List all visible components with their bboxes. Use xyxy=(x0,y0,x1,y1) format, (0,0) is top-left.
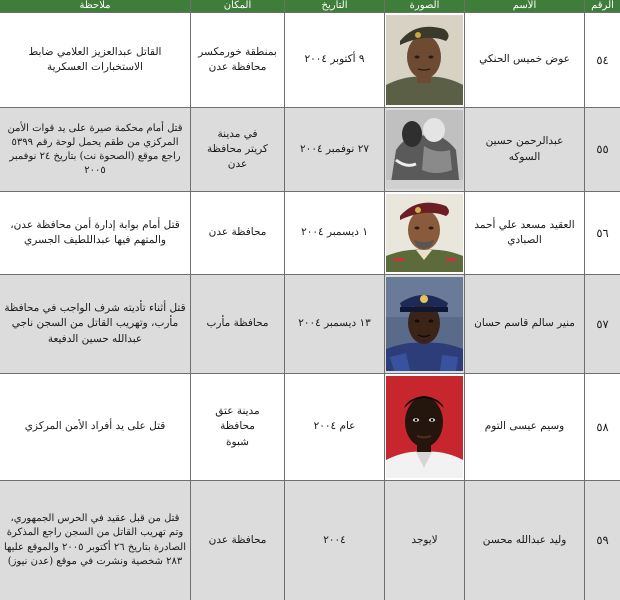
date-cell: ١٣ ديسمبر ٢٠٠٤ xyxy=(298,317,371,330)
name-cell: وليد عبدالله محسن xyxy=(482,533,567,546)
name-cell: العقيد مسعد علي أحمد الصبادي xyxy=(474,218,575,246)
header-place: المكان xyxy=(191,0,284,12)
name-cell: عبدالرحمن حسين السوكه xyxy=(485,135,564,163)
note-cell: قتل على يد أفراد الأمن المركزي xyxy=(24,420,166,433)
photo-young-man-red-bg xyxy=(386,376,463,478)
header-date: التاريخ xyxy=(285,0,384,12)
grid-line xyxy=(0,107,620,108)
place-cell: بمنطقة خورمكسر محافظة عدن xyxy=(198,45,277,73)
table-row xyxy=(0,374,620,480)
date-cell: عام ٢٠٠٤ xyxy=(313,420,356,433)
note-cell: قتل أمام بوابة إدارة أمن محافظة عدن، والمتهم فيها عبداللطيف الجسري xyxy=(10,218,180,246)
place-cell: مدينة عتق محافظة شبوة xyxy=(215,405,260,448)
num-cell: ٥٤ xyxy=(596,52,609,67)
header-photo: الصورة xyxy=(385,0,464,12)
no-photo-text: لايوجد xyxy=(411,533,438,546)
header-num: الرقم xyxy=(585,0,620,12)
place-cell: في مدينة كريتر محافظة عدن xyxy=(207,127,268,171)
grid-line xyxy=(190,0,191,600)
num-cell: ٥٦ xyxy=(596,225,609,240)
date-cell: ١ ديسمبر ٢٠٠٤ xyxy=(301,226,368,239)
table-row xyxy=(0,481,620,600)
table-row xyxy=(0,192,620,274)
photo-man-police-cap xyxy=(386,277,463,371)
place-cell: محافظة عدن xyxy=(208,226,267,239)
table-row xyxy=(0,13,620,107)
grid-line xyxy=(584,0,585,600)
num-cell: ٥٩ xyxy=(596,533,609,548)
note-cell: قتل من قبل عقيد في الحرس الجمهوري، وتم تهريب القاتل من السجن راجع المذكرة الصادرة بتاريخ ٢٦ أكتوبر ٢٠٠٥ والموقع عليها ٢٨٣ شخصية ونشرت في موقع (عدن نيوز) xyxy=(4,512,186,567)
grid-line xyxy=(0,373,620,374)
note-cell: قتل أمام محكمة صيرة على يد قوات الأمن المركزي من طقم يحمل لوحة رقم ٥٣٩٩ راجع موقع (الصحوة نت) بتاريخ ٢٤ نوفمبر ٢٠٠٥ xyxy=(7,122,183,176)
photo-man-army-beret xyxy=(386,15,463,105)
note-cell: القاتل عبدالعزيز العلامي ضابط الاستخبارات العسكرية xyxy=(28,45,162,73)
place-cell: محافظة عدن xyxy=(208,533,267,546)
grid-line xyxy=(0,12,620,13)
table-row xyxy=(0,108,620,191)
grid-line xyxy=(0,480,620,481)
grid-line xyxy=(0,191,620,192)
table-row xyxy=(0,275,620,373)
num-cell: ٥٧ xyxy=(596,316,609,331)
num-cell: ٥٨ xyxy=(596,419,609,434)
date-cell: ٩ أكتوبر ٢٠٠٤ xyxy=(304,53,365,66)
grid-line xyxy=(464,0,465,600)
num-cell: ٥٥ xyxy=(596,142,609,157)
grid-line xyxy=(284,0,285,600)
header-name: الأسم xyxy=(465,0,584,12)
grid-line xyxy=(384,0,385,600)
place-cell: محافظة مأرب xyxy=(206,317,269,330)
photo-body-bw xyxy=(386,110,463,189)
date-cell: ٢٠٠٤ xyxy=(323,533,346,546)
note-cell: قتل أثناء تأديته شرف الواجب في محافظة مأرب، وتهريب القاتل من السجن ناجي عبدالله حسين الدفيعة xyxy=(4,302,186,345)
name-cell: وسيم عيسى التوم xyxy=(484,420,565,433)
header-note: ملاحظة xyxy=(0,0,190,12)
photo-man-officer-beret xyxy=(386,194,463,272)
grid-line xyxy=(0,274,620,275)
name-cell: عوض خميس الحنكي xyxy=(479,53,570,66)
name-cell: منير سالم قاسم حسان xyxy=(474,317,575,330)
date-cell: ٢٧ نوفمبر ٢٠٠٤ xyxy=(300,142,369,155)
